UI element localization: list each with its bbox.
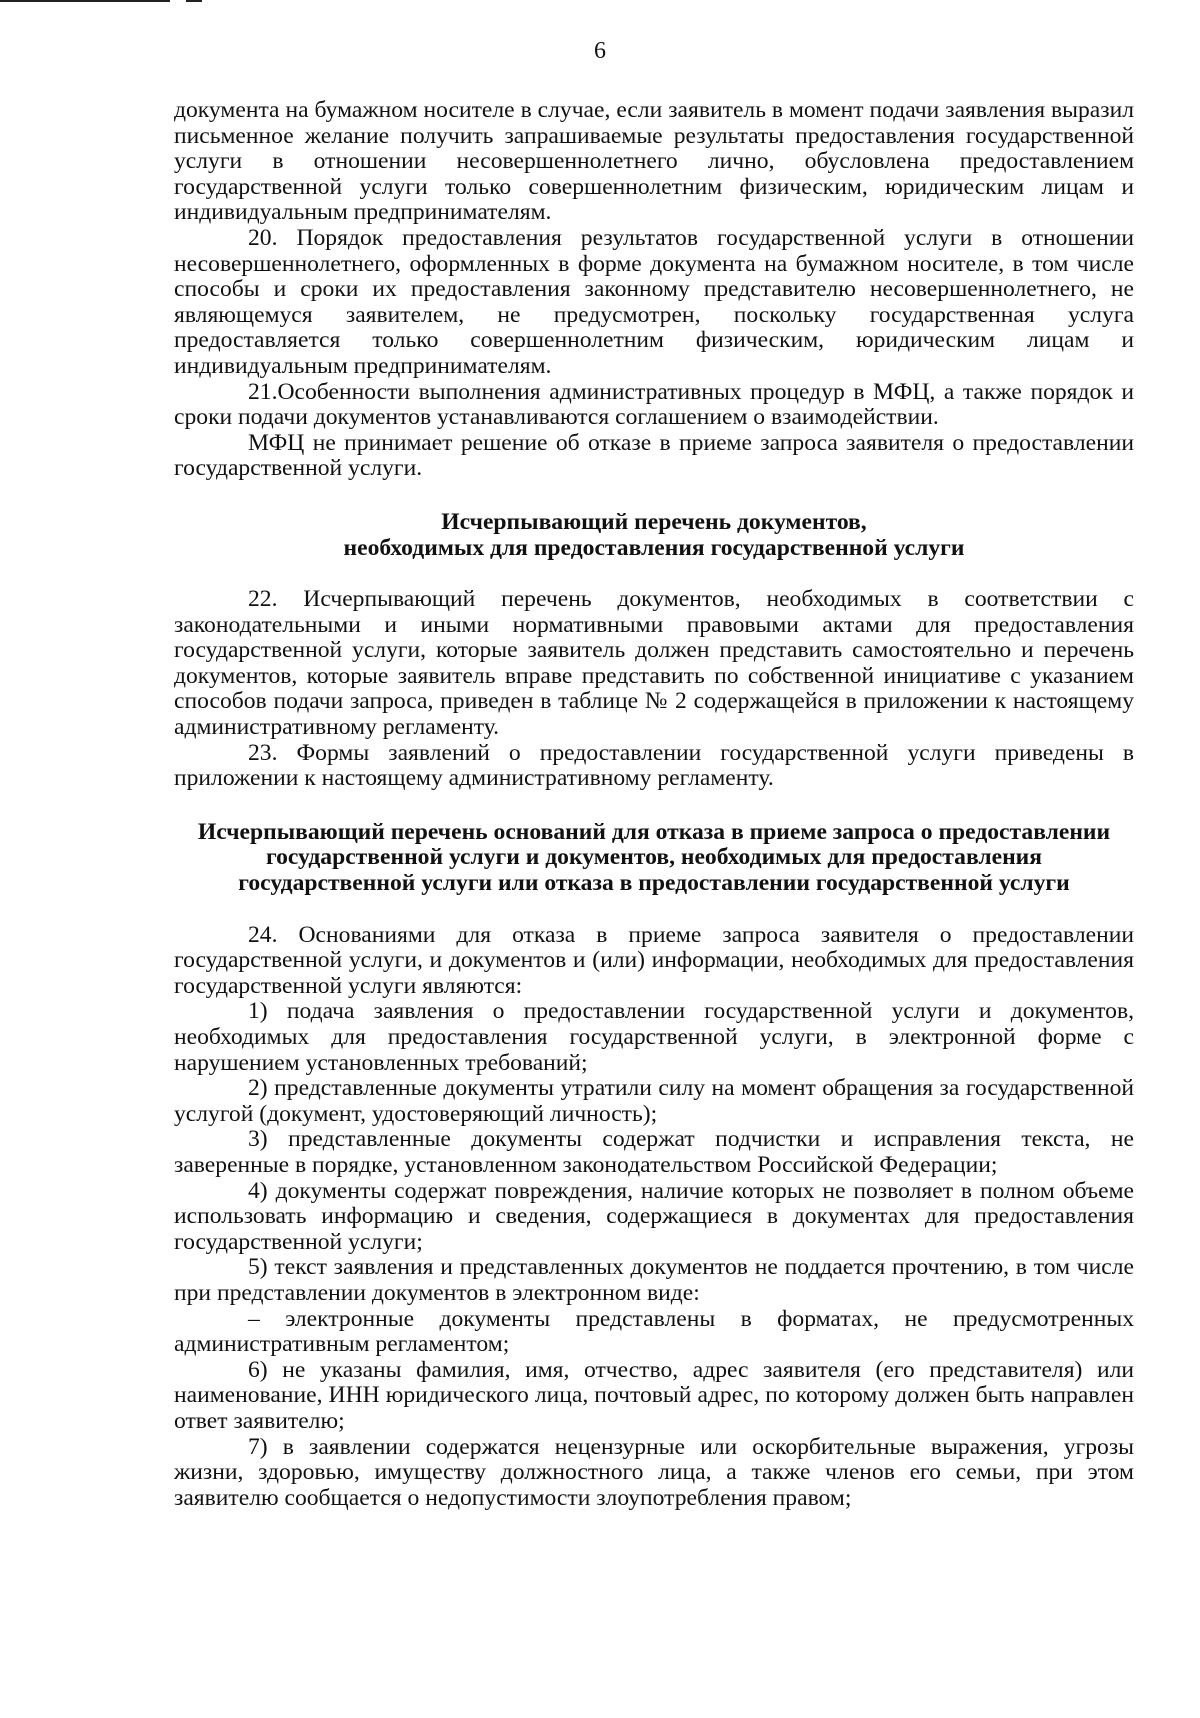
heading-line: Исчерпывающий перечень документов, [441, 508, 867, 535]
paragraph-23: 23. Формы заявлений о предоставлении государственной услуги приведены в приложении к настоящему административному регламенту. [174, 739, 1134, 792]
paragraph-21: 21.Особенности выполнения административных процедур в МФЦ, а также порядок и сроки подачи документов устанавливаются соглашением о взаимодействии. [174, 378, 1134, 431]
section-heading-documents [174, 510, 1134, 561]
list-item: 6) не указаны фамилия, имя, отчество, адрес заявителя (его представителя) или наименование, ИНН юридического лица, почтовый адрес, по которому должен быть направлен ответ заявителю; [174, 1356, 1134, 1434]
list-item: 4) документы содержат повреждения, наличие которых не позволяет в полном объеме использовать информацию и сведения, содержащиеся в документах для предоставления государственной услуги; [174, 1177, 1134, 1255]
section-heading-refusal [174, 820, 1134, 897]
paragraph-mfc: МФЦ не принимает решение об отказе в приеме запроса заявителя о предоставлении государственной услуги. [174, 429, 1134, 482]
document-body [174, 98, 1134, 1511]
list-item: – электронные документы представлены в форматах, не предусмотренных административным регламентом; [174, 1305, 1134, 1358]
list-item: 2) представленные документы утратили силу на момент обращения за государственной услугой (документ, удостоверяющий личность); [174, 1075, 1134, 1127]
paragraph-24: 24. Основаниями для отказа в приеме запроса заявителя о предоставлении государственной услуги, и документов и (или) информации, необходимых для предоставления государственной услуги являются: [174, 921, 1134, 999]
paragraph-20: 20. Порядок предоставления результатов государственной услуги в отношении несовершеннолетнего, оформленных в форме документа на бумажном носителе, в том числе способы и сроки их предоставления законному представителю несовершеннолетнего, не являющемуся заявителем, не предусмотрен, поскольку государственная услуга предоставляется только совершеннолетним физическим, юридическим лицам и индивидуальным предпринимателям. [174, 224, 1134, 379]
heading-line: государственной услуги и документов, необходимых для предоставления [265, 844, 1043, 871]
page-number: 6 [594, 38, 606, 64]
list-item: 7) в заявлении содержатся нецензурные или оскорбительные выражения, угрозы жизни, здоровью, имуществу должностного лица, а также членов его семьи, при этом заявителю сообщается о недопустимости злоупотребления правом; [174, 1433, 1134, 1511]
heading-line: необходимых для предоставления государственной услуги [343, 534, 965, 561]
list-item: 3) представленные документы содержат подчистки и исправления текста, не заверенные в порядке, установленном законодательством Российской Федерации; [174, 1126, 1134, 1178]
list-item: 1) подача заявления о предоставлении государственной услуги и документов, необходимых для предоставления государственной услуги, в электронной форме с нарушением установленных требований; [174, 998, 1134, 1076]
heading-line: государственной услуги или отказа в предоставлении государственной услуги [238, 870, 1070, 897]
list-item: 5) текст заявления и представленных документов не поддается прочтению, в том числе при представлении документов в электронном виде: [174, 1254, 1134, 1306]
scan-edge-mark [186, 0, 202, 2]
paragraph-22: 22. Исчерпывающий перечень документов, необходимых в соответствии с законодательными и иными нормативными правовыми актами для предоставления государственной услуги, которые заявитель должен представить самостоятельно и перечень документов, которые заявитель вправе представить по собственной инициативе с указанием способов подачи запроса, приведен в таблице № 2 содержащейся в приложении к настоящему административному регламенту. [174, 586, 1134, 741]
paragraph: документа на бумажном носителе в случае, если заявитель в момент подачи заявления выразил письменное желание получить запрашиваемые результаты предоставления государственной услуги в отношении несовершеннолетнего лично, обусловлена предоставлением государственной услуги только совершеннолетним физическим, юридическим лицам и индивидуальным предпринимателям. [174, 97, 1134, 226]
heading-line: Исчерпывающий перечень оснований для отказа в приеме запроса о предоставлении [197, 818, 1111, 845]
scan-edge-mark [0, 0, 170, 2]
